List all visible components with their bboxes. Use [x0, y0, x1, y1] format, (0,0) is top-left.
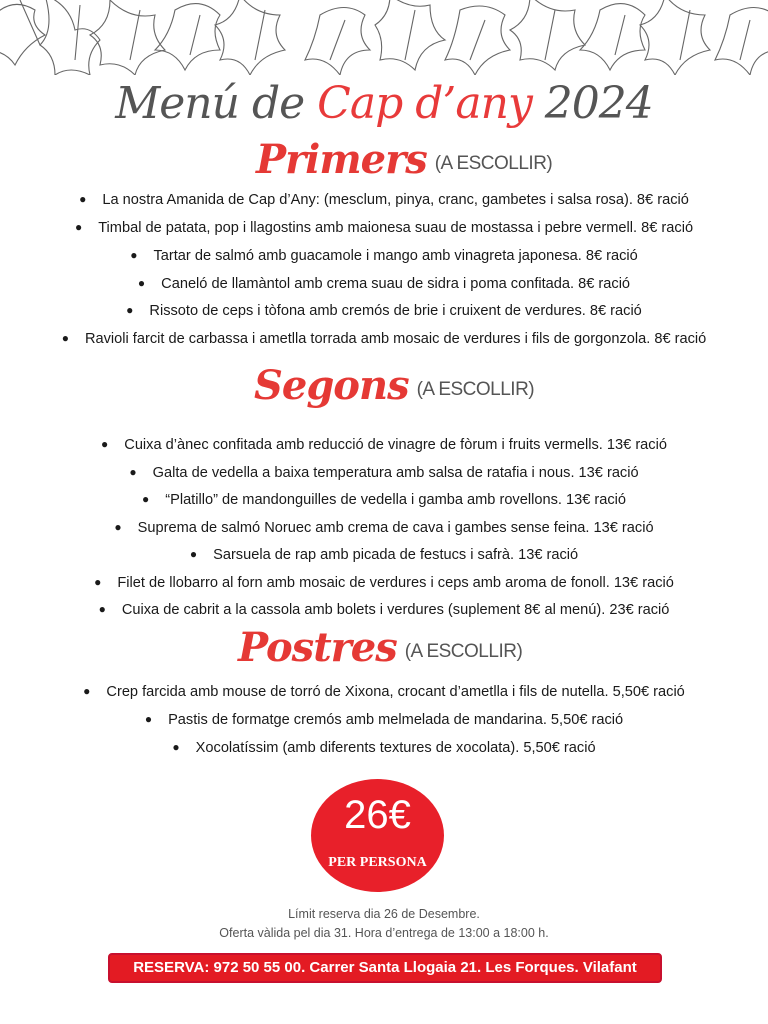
holly-leaves-decoration — [0, 0, 768, 75]
price-badge — [311, 779, 444, 892]
list-item: ● Xocolatíssim (amb diferents textures de xocolata). 5,50€ ració — [172, 740, 596, 756]
bullet-dot-icon: ● — [98, 602, 106, 616]
list-item: ● Filet de llobarro al forn amb mosaic de verdures i ceps amb aroma de fonoll. 13€ ració — [94, 575, 674, 591]
list-item: ● Timbal de patata, pop i llagostins amb maionesa suau de mostassa i pebre vermell. 8€ ració — [74, 220, 694, 236]
section-title-postres: Postres (A ESCOLLIR) — [238, 624, 523, 671]
section-title-primers: Primers (A ESCOLLIR) — [256, 136, 553, 183]
price-label: PER PERSONA — [328, 855, 427, 870]
bullet-dot-icon: ● — [130, 248, 138, 262]
bullet-dot-icon: ● — [79, 192, 87, 206]
bullet-dot-icon: ● — [83, 684, 91, 698]
section-title-segons: Segons (A ESCOLLIR) — [254, 362, 535, 409]
offer-validity-note: Oferta vàlida pel dia 31. Hora d’entrega de 13:00 a 18:00 h. — [219, 926, 549, 940]
list-item: ● Crep farcida amb mouse de torró de Xixona, crocant d’ametlla i fils de nutella. 5,50€ ració — [83, 684, 685, 700]
list-item: ● Cuixa d’ànec confitada amb reducció de vinagre de fòrum i fruits vermells. 13€ ració — [101, 437, 667, 453]
bullet-dot-icon: ● — [144, 712, 153, 726]
bullet-dot-icon: ● — [189, 547, 198, 561]
list-item: ● Cuixa de cabrit a la cassola amb bolets i verdures (suplement 8€ al menú). 23€ ració — [98, 602, 670, 618]
bullet-dot-icon: ● — [129, 465, 137, 479]
bullet-dot-icon: ● — [137, 276, 146, 290]
bullet-dot-icon: ● — [126, 303, 134, 317]
bullet-dot-icon: ● — [94, 575, 102, 589]
bullet-dot-icon: ● — [172, 740, 180, 754]
bullet-dot-icon: ● — [141, 492, 150, 506]
list-item: ● Tartar de salmó amb guacamole i mango amb vinagreta japonesa. 8€ ració — [130, 248, 638, 264]
list-item: ● Sarsuela de rap amb picada de festucs i safrà. 13€ ració — [189, 547, 579, 563]
list-item: ● La nostra Amanida de Cap d’Any: (mesclum, pinya, cranc, gambetes i salsa rosa). 8€ ració — [79, 192, 689, 208]
list-item: ● Pastis de formatge cremós amb melmelada de mandarina. 5,50€ ració — [144, 712, 624, 728]
list-item: ● Galta de vedella a baixa temperatura amb salsa de ratafia i nous. 13€ ració — [129, 465, 639, 481]
list-item: ● Caneló de llamàntol amb crema suau de sidra i poma confitada. 8€ ració — [137, 276, 631, 292]
bullet-dot-icon: ● — [114, 520, 122, 534]
bullet-dot-icon: ● — [61, 331, 69, 345]
reservation-banner: RESERVA: 972 50 55 00. Carrer Santa Llogaia 21. Les Forques. Vilafant — [108, 953, 662, 983]
reservation-limit-note: Límit reserva dia 26 de Desembre. — [288, 907, 480, 921]
list-item: ● “Platillo” de mandonguilles de vedella i gamba amb rovellons. 13€ ració — [141, 492, 627, 508]
list-item: ● Rissoto de ceps i tòfona amb cremós de brie i cruixent de verdures. 8€ ració — [126, 303, 642, 319]
menu-title: Menú de Cap d’any 2024 — [115, 78, 653, 129]
price-amount: 26€ — [344, 793, 411, 837]
bullet-dot-icon: ● — [74, 220, 83, 234]
bullet-dot-icon: ● — [101, 437, 109, 451]
list-item: ● Ravioli farcit de carbassa i ametlla torrada amb mosaic de verdures i fils de gorgonzola. 8€ ració — [61, 331, 707, 347]
list-item: ● Suprema de salmó Noruec amb crema de cava i gambes sense feina. 13€ ració — [114, 520, 654, 536]
